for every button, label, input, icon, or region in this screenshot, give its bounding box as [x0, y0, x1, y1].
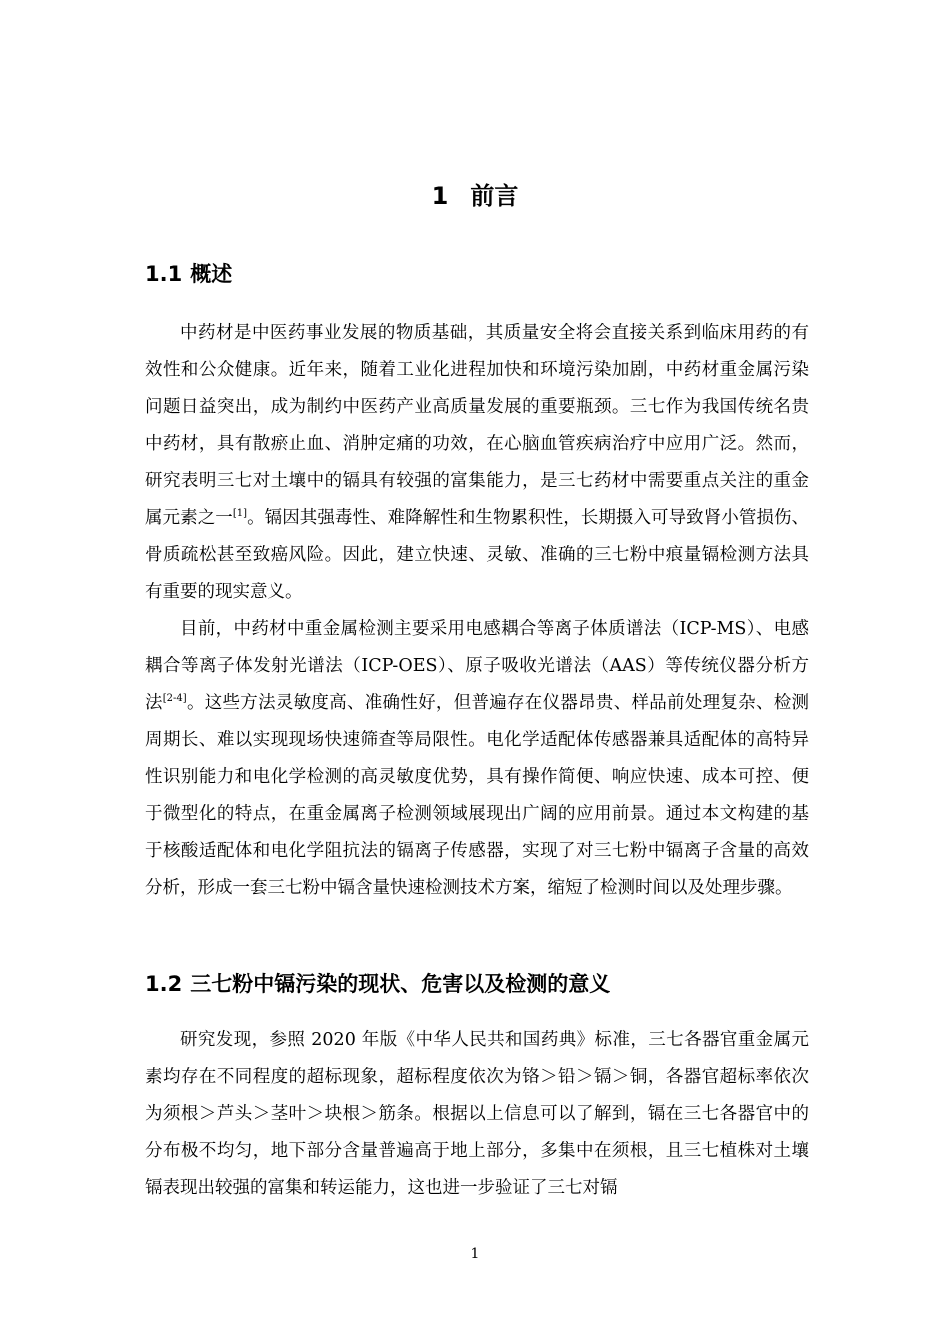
chapter-title-text: 前言 [470, 182, 519, 210]
page-number: 1 [470, 1246, 480, 1262]
paragraph-text: 。镉因其强毒性、难降解性和生物累积性，长期摄入可导致肾小管损伤、骨质疏松甚至致癌风险。因此，建立快速、灵敏、准确的三七粉中痕量镉检测方法具有重要的现实意义。 [145, 508, 810, 602]
paragraph-overview-1 [145, 315, 809, 611]
paragraph-text: 研究发现，参照 2020 年版《中华人民共和国药典》标准，三七各器官重金属元素均存在不同程度的超标现象，超标程度依次为铬＞铅＞镉＞铜，各器官超标率依次为须根＞芦头＞茎叶＞块根＞筋条。根据以上信息可以了解到，镉在三七各器官中的分布极不均匀，地下部分含量普遍高于地上部分，多集中在须根，且三七植株对土壤镉表现出较强的富集和转运能力，这也进一步验证了三七对镉 [145, 1030, 809, 1198]
paragraph-text: 中药材是中医药事业发展的物质基础，其质量安全将会直接关系到临床用药的有效性和公众健康。近年来，随着工业化进程加快和环境污染加剧，中药材重金属污染问题日益突出，成为制约中医药产业高质量发展的重要瓶颈。三七作为我国传统名贵中药材，具有散瘀止血、消肿定痛的功效，在心脑血管疾病治疗中应用广泛。然而，研究表明三七对土壤中的镉具有较强的富集能力，是三七药材中需要重点关注的重金属元素之一 [145, 323, 809, 528]
section-title-text: 三七粉中镉污染的现状、危害以及检测的意义 [190, 972, 611, 996]
chapter-title [0, 178, 950, 214]
section-title-text: 概述 [190, 262, 233, 286]
paragraph-text: 目前，中药材中重金属检测主要采用电感耦合等离子体质谱法（ICP-MS）、电感耦合等离子体发射光谱法（ICP-OES）、原子吸收光谱法（AAS）等传统仪器分析方法 [145, 619, 809, 713]
chapter-number: 1 [431, 182, 449, 210]
paragraph-text: 。这些方法灵敏度高、准确性好，但普遍存在仪器昂贵、样品前处理复杂、检测周期长、难以实现现场快速筛查等局限性。电化学适配体传感器兼具适配体的高特异性识别能力和电化学检测的高灵敏度优势，具有操作简便、响应快速、成本可控、便于微型化的特点，在重金属离子检测领域展现出广阔的应用前景。通过本文构建的基于核酸适配体和电化学阻抗法的镉离子传感器，实现了对三七粉中镉离子含量的高效分析，形成一套三七粉中镉含量快速检测技术方案，缩短了检测时间以及处理步骤。 [145, 693, 809, 898]
citation: [2-4] [162, 693, 187, 704]
section-heading-1-1 [145, 258, 232, 290]
paragraph-cadmium-status [145, 1022, 809, 1207]
paragraph-overview-2 [145, 611, 809, 907]
section-heading-1-2 [145, 968, 610, 1000]
citation: [1] [232, 508, 247, 519]
section-number: 1.2 [145, 972, 183, 996]
section-number: 1.1 [145, 262, 183, 286]
